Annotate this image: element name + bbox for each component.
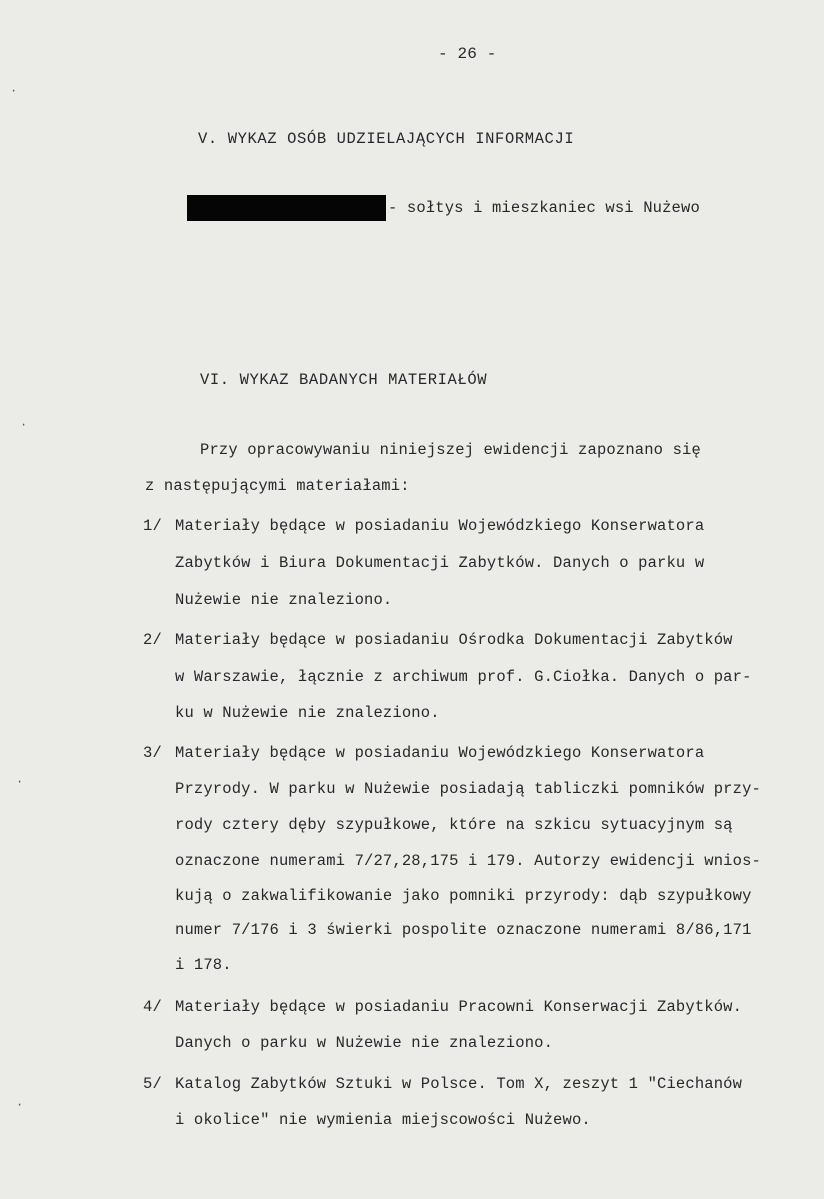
intro-line: Przy opracowywaniu niniejszej ewidencji zapoznano się [200, 441, 701, 459]
scan-mark: · [20, 418, 28, 432]
item-line: i 178. [175, 956, 232, 974]
item-line: rody cztery dęby szypułkowe, które na szkicu sytuacyjnym są [175, 816, 733, 834]
item-line: Nużewie nie znaleziono. [175, 591, 393, 609]
item-line: w Warszawie, łącznie z archiwum prof. G.Ciołka. Danych o par- [175, 668, 752, 686]
item-number: 5/ [143, 1075, 162, 1093]
item-number: 3/ [143, 744, 162, 762]
informant-description: - sołtys i mieszkaniec wsi Nużewo [388, 199, 700, 217]
item-number: 1/ [143, 517, 162, 535]
item-line: Materiały będące w posiadaniu Wojewódzkiego Konserwatora [175, 744, 705, 762]
item-line: oznaczone numerami 7/27,28,175 i 179. Autorzy ewidencji wnios- [175, 852, 761, 870]
item-line: numer 7/176 i 3 świerki pospolite oznaczone numerami 8/86,171 [175, 921, 752, 939]
scan-mark: · [16, 775, 24, 789]
item-line: Danych o parku w Nużewie nie znaleziono. [175, 1034, 554, 1052]
item-line: Materiały będące w posiadaniu Pracowni Konserwacji Zabytków. [175, 998, 743, 1016]
section-5-heading: V. WYKAZ OSÓB UDZIELAJĄCYCH INFORMACJI [198, 130, 575, 148]
item-line: Materiały będące w posiadaniu Wojewódzkiego Konserwatora [175, 517, 705, 535]
item-line: i okolice" nie wymienia miejscowości Nużewo. [175, 1111, 591, 1129]
redacted-name [187, 195, 386, 221]
intro-line: z następującymi materiałami: [145, 477, 410, 495]
scan-mark: · [16, 1098, 24, 1112]
page-number: - 26 - [438, 45, 497, 63]
item-line: Katalog Zabytków Sztuki w Polsce. Tom X, zeszyt 1 "Ciechanów [175, 1075, 743, 1093]
section-6-heading: VI. WYKAZ BADANYCH MATERIAŁÓW [200, 371, 488, 389]
item-line: kują o zakwalifikowanie jako pomniki przyrody: dąb szypułkowy [175, 887, 752, 905]
scan-mark: · [10, 84, 18, 98]
item-line: ku w Nużewie nie znaleziono. [175, 704, 440, 722]
item-line: Materiały będące w posiadaniu Ośrodka Dokumentacji Zabytków [175, 631, 733, 649]
item-line: Przyrody. W parku w Nużewie posiadają tabliczki pomników przy- [175, 780, 761, 798]
item-number: 2/ [143, 631, 162, 649]
item-line: Zabytków i Biura Dokumentacji Zabytków. Danych o parku w [175, 554, 705, 572]
item-number: 4/ [143, 998, 162, 1016]
